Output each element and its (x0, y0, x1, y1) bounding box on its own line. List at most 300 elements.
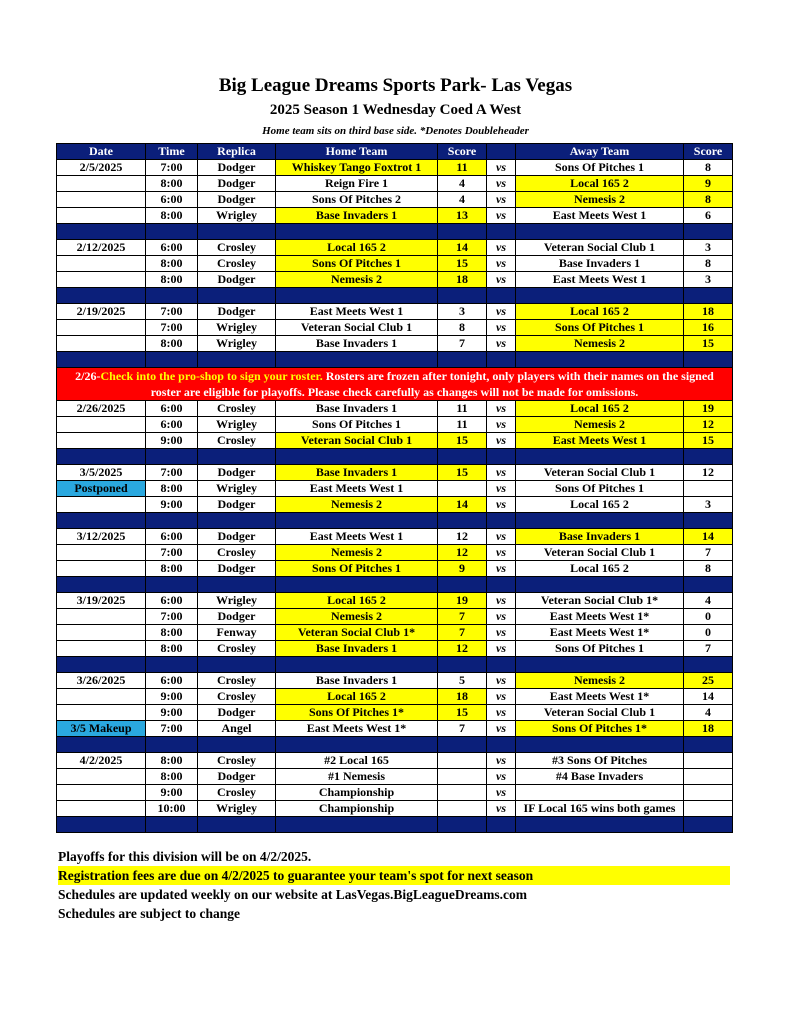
home-score (438, 769, 487, 785)
vs-label: vs (487, 561, 516, 577)
home-team: Local 165 2 (276, 593, 438, 609)
away-team: Local 165 2 (516, 497, 684, 513)
separator-cell (438, 817, 487, 833)
away-score: 3 (684, 497, 733, 513)
away-score: 14 (684, 529, 733, 545)
home-score: 14 (438, 497, 487, 513)
home-score: 8 (438, 320, 487, 336)
game-field: Dodger (198, 272, 276, 288)
away-score: 15 (684, 433, 733, 449)
game-row (57, 481, 733, 497)
game-field: Crosley (198, 689, 276, 705)
separator-cell (276, 657, 438, 673)
game-date (57, 433, 146, 449)
col-header-away-score: Score (684, 144, 733, 160)
away-team: Local 165 2 (516, 561, 684, 577)
game-row (57, 721, 733, 737)
separator-cell (57, 288, 146, 304)
home-team: Championship (276, 801, 438, 817)
game-date: 3/5/2025 (57, 465, 146, 481)
game-field: Dodger (198, 176, 276, 192)
away-team: East Meets West 1 (516, 272, 684, 288)
game-time: 8:00 (146, 256, 198, 272)
game-date (57, 625, 146, 641)
away-score: 6 (684, 208, 733, 224)
game-date (57, 785, 146, 801)
vs-label: vs (487, 465, 516, 481)
table-header-row (57, 144, 733, 160)
separator-cell (198, 577, 276, 593)
away-team: Sons Of Pitches 1* (516, 721, 684, 737)
col-header-replica: Replica (198, 144, 276, 160)
game-field: Dodger (198, 561, 276, 577)
game-row (57, 801, 733, 817)
vs-label: vs (487, 721, 516, 737)
home-score: 4 (438, 192, 487, 208)
home-team: Whiskey Tango Foxtrot 1 (276, 160, 438, 176)
game-time: 7:00 (146, 160, 198, 176)
separator-cell (57, 224, 146, 240)
game-field: Wrigley (198, 320, 276, 336)
vs-label: vs (487, 769, 516, 785)
away-score: 8 (684, 561, 733, 577)
home-score: 9 (438, 561, 487, 577)
vs-label: vs (487, 240, 516, 256)
away-score (684, 801, 733, 817)
vs-label: vs (487, 433, 516, 449)
game-field: Wrigley (198, 417, 276, 433)
separator-cell (516, 817, 684, 833)
away-team: Sons Of Pitches 1 (516, 481, 684, 497)
separator-cell (198, 352, 276, 368)
game-date (57, 256, 146, 272)
home-team: Base Invaders 1 (276, 208, 438, 224)
away-score: 8 (684, 256, 733, 272)
game-time: 8:00 (146, 481, 198, 497)
week-separator (57, 288, 733, 304)
footer-playoffs: Playoffs for this division will be on 4/2/2025. (58, 849, 312, 864)
roster-notice-row (57, 368, 733, 401)
game-row (57, 433, 733, 449)
home-team: Base Invaders 1 (276, 401, 438, 417)
away-score: 3 (684, 272, 733, 288)
vs-label: vs (487, 304, 516, 320)
away-score: 14 (684, 689, 733, 705)
col-header-vs (487, 144, 516, 160)
home-score: 15 (438, 705, 487, 721)
separator-cell (198, 224, 276, 240)
away-score: 15 (684, 336, 733, 352)
game-date (57, 561, 146, 577)
separator-cell (516, 577, 684, 593)
home-score: 11 (438, 160, 487, 176)
week-separator (57, 577, 733, 593)
separator-cell (198, 817, 276, 833)
home-team: Base Invaders 1 (276, 465, 438, 481)
away-score: 19 (684, 401, 733, 417)
home-team: Reign Fire 1 (276, 176, 438, 192)
separator-cell (487, 352, 516, 368)
game-row (57, 272, 733, 288)
home-team: Sons Of Pitches 1* (276, 705, 438, 721)
separator-cell (516, 737, 684, 753)
home-team: Championship (276, 785, 438, 801)
separator-cell (276, 817, 438, 833)
away-score: 18 (684, 721, 733, 737)
game-field: Wrigley (198, 593, 276, 609)
game-date: 2/12/2025 (57, 240, 146, 256)
game-field: Dodger (198, 609, 276, 625)
week-separator (57, 352, 733, 368)
home-team: Veteran Social Club 1* (276, 625, 438, 641)
vs-label: vs (487, 320, 516, 336)
game-date (57, 801, 146, 817)
week-separator (57, 513, 733, 529)
home-team: Nemesis 2 (276, 609, 438, 625)
away-team: Local 165 2 (516, 401, 684, 417)
game-row (57, 192, 733, 208)
home-score (438, 785, 487, 801)
away-score: 0 (684, 609, 733, 625)
game-time: 6:00 (146, 593, 198, 609)
footer-website: Schedules are updated weekly on our website at LasVegas.BigLeagueDreams.com (58, 887, 528, 902)
game-row (57, 785, 733, 801)
week-separator (57, 224, 733, 240)
game-date: 4/2/2025 (57, 753, 146, 769)
week-separator (57, 449, 733, 465)
away-team: Veteran Social Club 1 (516, 705, 684, 721)
game-date: 2/26/2025 (57, 401, 146, 417)
separator-cell (57, 817, 146, 833)
game-time: 8:00 (146, 272, 198, 288)
away-score (684, 769, 733, 785)
game-row (57, 753, 733, 769)
away-score: 3 (684, 240, 733, 256)
home-team: Base Invaders 1 (276, 641, 438, 657)
game-row (57, 625, 733, 641)
vs-label: vs (487, 481, 516, 497)
home-score: 11 (438, 417, 487, 433)
vs-label: vs (487, 625, 516, 641)
game-row (57, 417, 733, 433)
game-row (57, 673, 733, 689)
vs-label: vs (487, 593, 516, 609)
roster-notice (57, 368, 733, 401)
vs-label: vs (487, 417, 516, 433)
away-team (516, 785, 684, 801)
schedule-body (57, 160, 733, 833)
game-field: Dodger (198, 529, 276, 545)
game-field: Dodger (198, 705, 276, 721)
game-row (57, 529, 733, 545)
separator-cell (516, 352, 684, 368)
away-score: 8 (684, 160, 733, 176)
game-row (57, 561, 733, 577)
home-score: 12 (438, 545, 487, 561)
game-field: Crosley (198, 785, 276, 801)
separator-cell (516, 657, 684, 673)
home-team: East Meets West 1 (276, 529, 438, 545)
game-date (57, 192, 146, 208)
separator-cell (276, 449, 438, 465)
page-title: Big League Dreams Sports Park- Las Vegas (218, 75, 573, 96)
game-time: 8:00 (146, 641, 198, 657)
vs-label: vs (487, 641, 516, 657)
game-field: Dodger (198, 769, 276, 785)
separator-cell (438, 352, 487, 368)
game-time: 8:00 (146, 208, 198, 224)
game-field: Wrigley (198, 208, 276, 224)
separator-cell (487, 737, 516, 753)
game-row (57, 497, 733, 513)
separator-cell (146, 288, 198, 304)
away-team: Nemesis 2 (516, 673, 684, 689)
home-score (438, 753, 487, 769)
game-row (57, 240, 733, 256)
game-date (57, 689, 146, 705)
roster-notice-text: Rosters are frozen after tonight, only players with their names on the signed roster are eligible for playoffs. Please check carefully as changes will not be made for omissions. (150, 369, 714, 399)
separator-cell (198, 288, 276, 304)
vs-label: vs (487, 208, 516, 224)
roster-notice-date: 2/26- (75, 369, 101, 383)
game-row (57, 465, 733, 481)
separator-cell (684, 657, 733, 673)
away-team: East Meets West 1* (516, 689, 684, 705)
separator-cell (198, 513, 276, 529)
home-score: 13 (438, 208, 487, 224)
separator-cell (276, 737, 438, 753)
home-team: Sons Of Pitches 1 (276, 561, 438, 577)
separator-cell (487, 657, 516, 673)
separator-cell (146, 577, 198, 593)
home-score: 15 (438, 433, 487, 449)
separator-cell (198, 449, 276, 465)
away-team: Base Invaders 1 (516, 529, 684, 545)
home-score: 12 (438, 529, 487, 545)
home-score: 7 (438, 721, 487, 737)
schedule-table (56, 143, 733, 833)
game-time: 7:00 (146, 721, 198, 737)
away-team: #3 Sons Of Pitches (516, 753, 684, 769)
away-team: Local 165 2 (516, 304, 684, 320)
game-field: Dodger (198, 304, 276, 320)
separator-cell (487, 513, 516, 529)
home-score: 7 (438, 625, 487, 641)
game-time: 8:00 (146, 753, 198, 769)
game-time: 8:00 (146, 769, 198, 785)
separator-cell (276, 224, 438, 240)
col-header-date: Date (57, 144, 146, 160)
game-date (57, 272, 146, 288)
away-score (684, 481, 733, 497)
week-separator (57, 817, 733, 833)
home-team-note: Home team sits on third base side. *Denotes Doubleheader (262, 125, 529, 137)
game-date (57, 320, 146, 336)
away-team: Sons Of Pitches 1 (516, 641, 684, 657)
game-time: 9:00 (146, 785, 198, 801)
game-row (57, 641, 733, 657)
vs-label: vs (487, 256, 516, 272)
away-team: Veteran Social Club 1 (516, 545, 684, 561)
away-team: Sons Of Pitches 1 (516, 160, 684, 176)
game-date (57, 208, 146, 224)
away-team: Base Invaders 1 (516, 256, 684, 272)
game-field: Crosley (198, 545, 276, 561)
separator-cell (516, 224, 684, 240)
away-score: 12 (684, 417, 733, 433)
game-row (57, 304, 733, 320)
game-date (57, 417, 146, 433)
game-row (57, 593, 733, 609)
game-field: Wrigley (198, 481, 276, 497)
separator-cell (438, 449, 487, 465)
game-field: Wrigley (198, 801, 276, 817)
game-row (57, 545, 733, 561)
game-time: 10:00 (146, 801, 198, 817)
separator-cell (684, 224, 733, 240)
separator-cell (516, 449, 684, 465)
game-row (57, 256, 733, 272)
game-time: 6:00 (146, 529, 198, 545)
game-time: 9:00 (146, 705, 198, 721)
separator-cell (276, 288, 438, 304)
vs-label: vs (487, 673, 516, 689)
home-score: 5 (438, 673, 487, 689)
separator-cell (438, 657, 487, 673)
away-team: Nemesis 2 (516, 336, 684, 352)
game-time: 8:00 (146, 561, 198, 577)
away-team: Sons Of Pitches 1 (516, 320, 684, 336)
home-score: 4 (438, 176, 487, 192)
game-field: Crosley (198, 673, 276, 689)
game-date: 3/26/2025 (57, 673, 146, 689)
separator-cell (146, 449, 198, 465)
away-score: 16 (684, 320, 733, 336)
separator-cell (684, 288, 733, 304)
home-score: 19 (438, 593, 487, 609)
away-team: East Meets West 1* (516, 609, 684, 625)
home-team: East Meets West 1 (276, 304, 438, 320)
separator-cell (146, 352, 198, 368)
col-header-away-team: Away Team (516, 144, 684, 160)
separator-cell (487, 817, 516, 833)
vs-label: vs (487, 785, 516, 801)
game-time: 6:00 (146, 401, 198, 417)
game-field: Crosley (198, 433, 276, 449)
away-team: East Meets West 1 (516, 433, 684, 449)
away-score: 25 (684, 673, 733, 689)
game-time: 7:00 (146, 320, 198, 336)
col-header-home-score: Score (438, 144, 487, 160)
home-score: 15 (438, 465, 487, 481)
separator-cell (57, 352, 146, 368)
away-score: 9 (684, 176, 733, 192)
game-field: Crosley (198, 401, 276, 417)
home-score (438, 801, 487, 817)
game-row (57, 176, 733, 192)
separator-cell (487, 577, 516, 593)
game-row (57, 336, 733, 352)
separator-cell (146, 737, 198, 753)
vs-label: vs (487, 609, 516, 625)
home-team: East Meets West 1 (276, 481, 438, 497)
separator-cell (276, 352, 438, 368)
separator-cell (146, 657, 198, 673)
home-score: 12 (438, 641, 487, 657)
separator-cell (57, 513, 146, 529)
away-score: 8 (684, 192, 733, 208)
home-team: Veteran Social Club 1 (276, 320, 438, 336)
game-field: Dodger (198, 465, 276, 481)
game-row (57, 320, 733, 336)
separator-cell (57, 449, 146, 465)
date-status-badge: 3/5 Makeup (57, 721, 146, 737)
game-time: 8:00 (146, 625, 198, 641)
vs-label: vs (487, 705, 516, 721)
col-header-home-team: Home Team (276, 144, 438, 160)
home-team: Sons Of Pitches 1 (276, 417, 438, 433)
home-score: 3 (438, 304, 487, 320)
game-field: Fenway (198, 625, 276, 641)
game-date: 2/5/2025 (57, 160, 146, 176)
separator-cell (684, 577, 733, 593)
home-team: #2 Local 165 (276, 753, 438, 769)
game-field: Angel (198, 721, 276, 737)
separator-cell (516, 513, 684, 529)
separator-cell (684, 817, 733, 833)
home-team: Base Invaders 1 (276, 673, 438, 689)
away-team: East Meets West 1 (516, 208, 684, 224)
home-team: Sons Of Pitches 1 (276, 256, 438, 272)
home-score: 7 (438, 336, 487, 352)
home-team: Base Invaders 1 (276, 336, 438, 352)
home-team: Veteran Social Club 1 (276, 433, 438, 449)
away-team: Nemesis 2 (516, 417, 684, 433)
footer-subject-to-change: Schedules are subject to change (58, 906, 240, 921)
separator-cell (57, 737, 146, 753)
vs-label: vs (487, 272, 516, 288)
home-score: 11 (438, 401, 487, 417)
away-team: East Meets West 1* (516, 625, 684, 641)
game-time: 7:00 (146, 465, 198, 481)
game-field: Dodger (198, 192, 276, 208)
week-separator (57, 737, 733, 753)
roster-notice-highlight: Check into the pro-shop to sign your roster. (100, 369, 323, 383)
game-row (57, 208, 733, 224)
game-time: 6:00 (146, 192, 198, 208)
separator-cell (146, 513, 198, 529)
game-date (57, 769, 146, 785)
away-team: Nemesis 2 (516, 192, 684, 208)
separator-cell (487, 449, 516, 465)
vs-label: vs (487, 545, 516, 561)
separator-cell (487, 288, 516, 304)
col-header-time: Time (146, 144, 198, 160)
separator-cell (198, 657, 276, 673)
game-time: 8:00 (146, 176, 198, 192)
separator-cell (438, 224, 487, 240)
home-score: 18 (438, 689, 487, 705)
separator-cell (684, 352, 733, 368)
vs-label: vs (487, 336, 516, 352)
game-row (57, 160, 733, 176)
week-separator (57, 657, 733, 673)
game-date (57, 497, 146, 513)
separator-cell (684, 513, 733, 529)
separator-cell (146, 224, 198, 240)
away-score: 7 (684, 545, 733, 561)
vs-label: vs (487, 192, 516, 208)
